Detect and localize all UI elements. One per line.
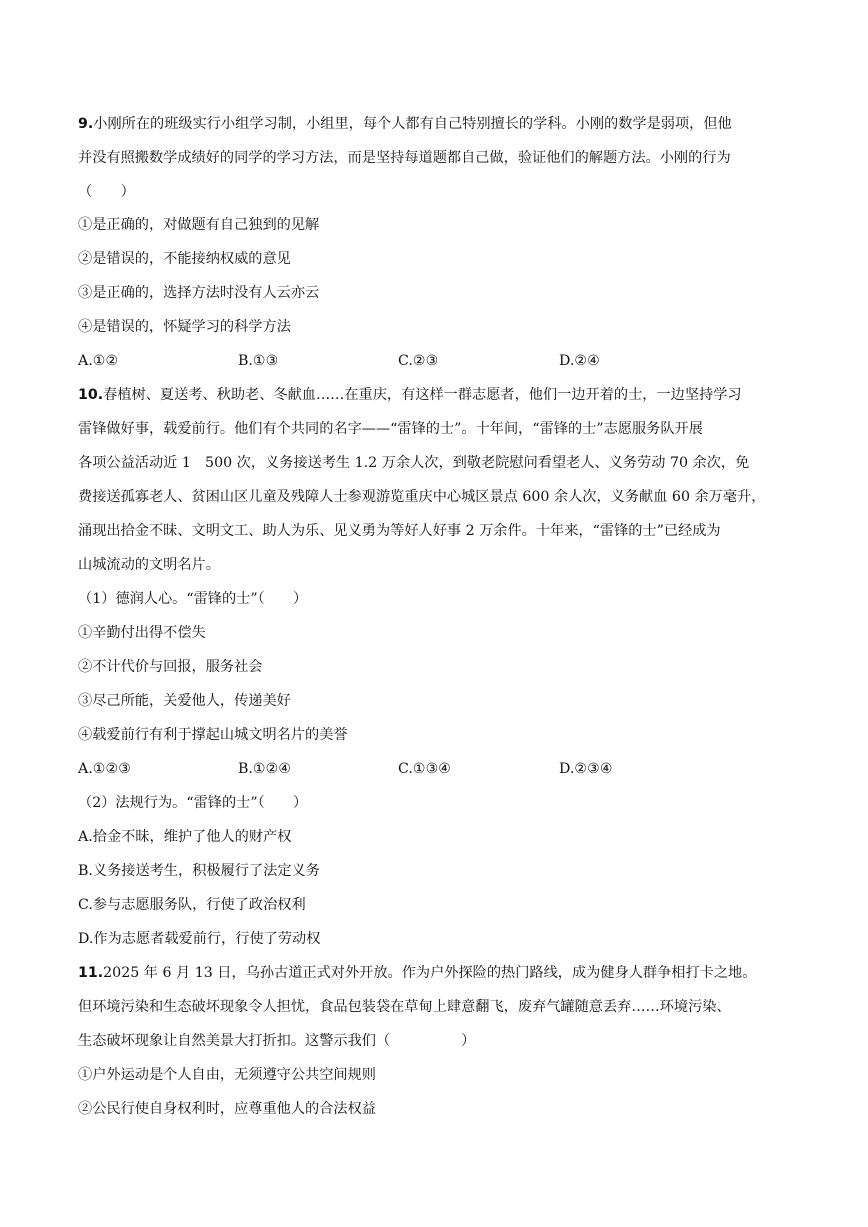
q9-item-4: ④是错误的，怀疑学习的科学方法 (78, 319, 291, 335)
q10-sub1-option-a: A.①②③ (78, 761, 131, 777)
q9-line-1: 9.小刚所在的班级实行小组学习制，小组里，每个人都有自己特别擅长的学科。小刚的数学是弱项，但他 (78, 116, 732, 132)
q9-option-d: D.②④ (559, 353, 600, 369)
q10-line-6: 山城流动的文明名片。 (78, 557, 220, 573)
q10-sub1-item-1: ①辛勤付出得不偿失 (78, 625, 206, 641)
q10-sub2-option-d: D.作为志愿者载爱前行，行使了劳动权 (78, 931, 321, 947)
q9-line-2: 并没有照搬数学成绩好的同学的学习方法，而是坚持每道题都自己做，验证他们的解题方法。小刚的行为 (78, 150, 731, 166)
q9-item-1: ①是正确的，对做题有自己独到的见解 (78, 217, 320, 233)
q11-line-2: 但环境污染和生态破坏现象令人担忧，食品包装袋在草甸上肆意翻飞，废弃气罐随意丢弃……环境污染、 (78, 999, 731, 1015)
q10-line-1: 10.春植树、夏送考、秋助老、冬献血……在重庆，有这样一群志愿者，他们一边开着的士，一边坚持学习 (78, 387, 742, 403)
q10-sub2-option-c: C.参与志愿服务队，行使了政治权利 (78, 897, 306, 913)
q10-sub1-option-d: D.②③④ (559, 761, 613, 777)
q10-sub1-item-3: ③尽己所能，关爱他人，传递美好 (78, 693, 291, 709)
q11-item-2: ②公民行使自身权利时，应尊重他人的合法权益 (78, 1101, 376, 1117)
q10-sub1-options (78, 759, 798, 779)
q9-option-c: C.②③ (398, 353, 439, 369)
q10-sub1-item-2: ②不计代价与回报，服务社会 (78, 659, 263, 675)
q10-sub1-item-4: ④载爱前行有利于撑起山城文明名片的美誉 (78, 727, 348, 743)
q10-sub2-stem: （2）法规行为。“雷锋的士”（ ） (78, 795, 308, 811)
q10-sub1-stem: （1）德润人心。“雷锋的士”（ ） (78, 591, 308, 607)
q11-line-1: 11.2025 年 6 月 13 日，乌孙古道正式对外开放。作为户外探险的热门路线，成为健身人群争相打卡之地。 (78, 965, 757, 981)
q11-number: 11. (78, 965, 104, 981)
q10-sub1-option-b: B.①②④ (238, 761, 292, 777)
q11-line-3: 生态破坏现象让自然美景大打折扣。这警示我们（ ） (78, 1033, 476, 1049)
q11-item-1: ①户外运动是个人自由，无须遵守公共空间规则 (78, 1067, 376, 1083)
q10-sub2-option-a: A.拾金不昧，维护了他人的财产权 (78, 829, 292, 845)
q9-options (78, 351, 798, 371)
q9-number: 9. (78, 116, 94, 132)
q10-line-5: 涌现出拾金不昧、文明文工、助人为乐、见义勇为等好人好事 2 万余件。十年来，“雷锋的士”已经成为 (78, 523, 721, 539)
q9-item-2: ②是错误的，不能接纳权威的意见 (78, 251, 291, 267)
q9-option-b: B.①③ (238, 353, 279, 369)
q10-line-4: 费接送孤寡老人、贫困山区儿童及残障人士参观游览重庆中心城区景点 600 余人次，义务献血 60 余万毫升， (78, 489, 766, 505)
q10-number: 10. (78, 387, 104, 403)
q10-sub1-option-c: C.①③④ (398, 761, 452, 777)
q9-blank: （ ） (78, 184, 135, 200)
q9-item-3: ③是正确的，选择方法时没有人云亦云 (78, 285, 320, 301)
q9-option-a: A.①② (78, 353, 119, 369)
q10-sub2-option-b: B.义务接送考生，积极履行了法定义务 (78, 863, 320, 879)
q10-line-2: 雷锋做好事，载爱前行。他们有个共同的名字——“雷锋的士”。十年间，“雷锋的士”志愿服务队开展 (78, 421, 703, 437)
q10-line-3: 各项公益活动近 1 500 次，义务接送考生 1.2 万余人次，到敬老院慰问看望老人、义务劳动 70 余次，免 (78, 455, 750, 471)
